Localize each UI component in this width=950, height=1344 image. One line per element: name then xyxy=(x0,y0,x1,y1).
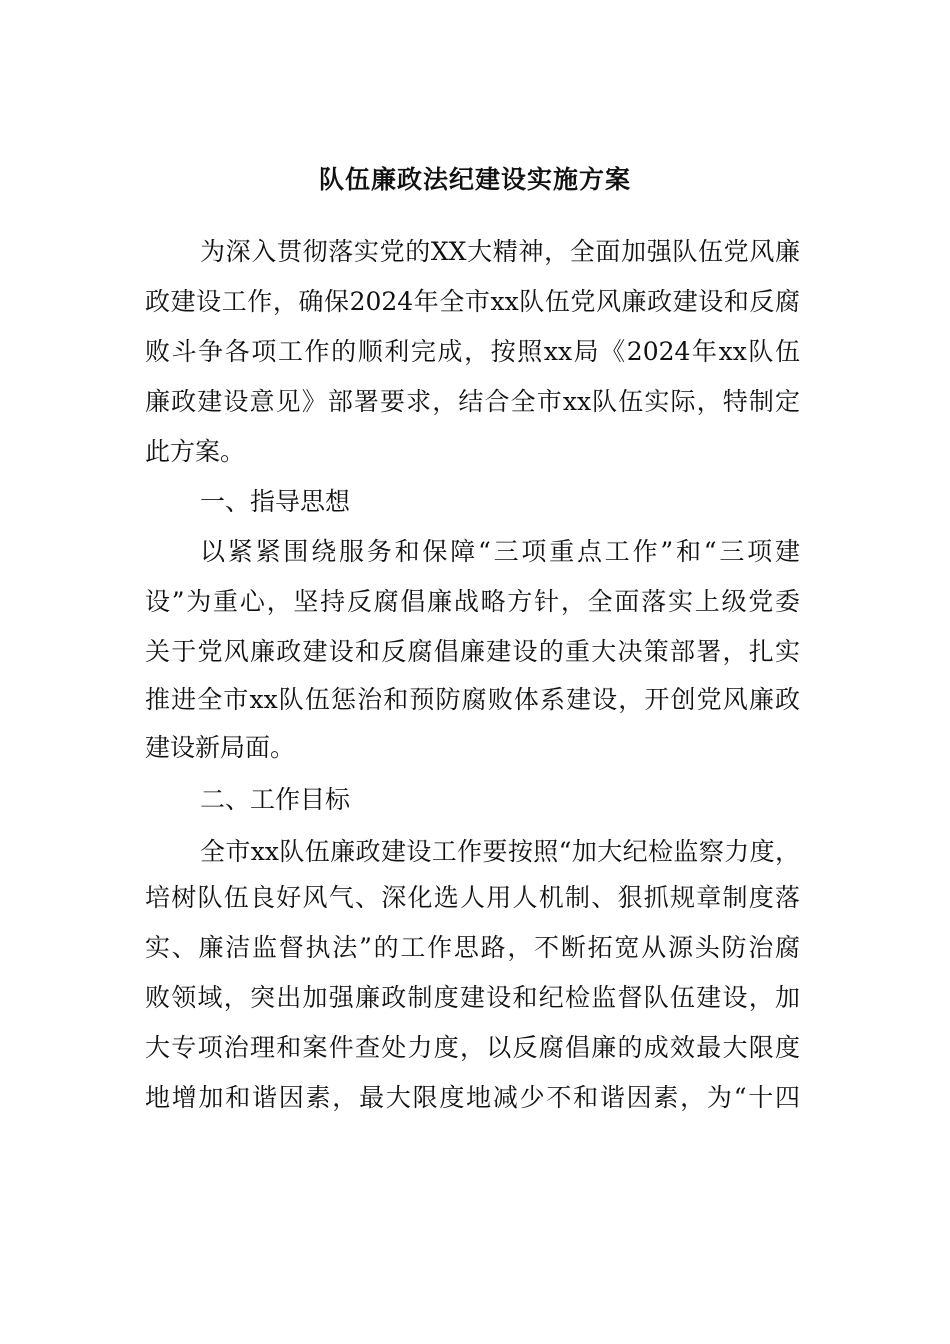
paragraph-line: 实、廉洁监督执法”的工作思路，不断拓宽从源头防治腐 xyxy=(145,933,800,962)
paragraph-line: 关于党风廉政建设和反腐倡廉建设的重大决策部署，扎实 xyxy=(145,637,800,666)
paragraph-line: 败斗争各项工作的顺利完成，按照xx局《2024年xx队伍 xyxy=(145,337,800,366)
paragraph-line: 设”为重心，坚持反腐倡廉战略方针，全面落实上级党委 xyxy=(145,587,800,616)
paragraph-line: 地增加和谐因素，最大限度地减少不和谐因素，为“十四 xyxy=(145,1083,800,1112)
paragraph-line: 此方案。 xyxy=(145,437,246,466)
paragraph-line: 败领域，突出加强廉政制度建设和纪检监督队伍建设，加 xyxy=(145,983,800,1012)
paragraph-line: 推进全市xx队伍惩治和预防腐败体系建设，开创党风廉政 xyxy=(145,685,800,714)
section-heading: 一、指导思想 xyxy=(200,487,351,516)
document-title: 队伍廉政法纪建设实施方案 xyxy=(318,165,631,194)
paragraph-line: 培树队伍良好风气、深化选人用人机制、狠抓规章制度落 xyxy=(145,883,800,912)
paragraph-line: 以紧紧围绕服务和保障“三项重点工作”和“三项建 xyxy=(200,537,800,566)
section-heading: 二、工作目标 xyxy=(200,785,351,814)
paragraph-line: 全市xx队伍廉政建设工作要按照“加大纪检监察力度， xyxy=(200,837,800,866)
paragraph-line: 建设新局面。 xyxy=(145,733,296,762)
paragraph-line: 政建设工作，确保2024年全市xx队伍党风廉政建设和反腐 xyxy=(145,287,800,316)
paragraph-line: 廉政建设意见》部署要求，结合全市xx队伍实际，特制定 xyxy=(145,387,800,416)
paragraph-line: 大专项治理和案件查处力度，以反腐倡廉的成效最大限度 xyxy=(145,1033,800,1062)
paragraph-line: 为深入贯彻落实党的XX大精神，全面加强队伍党风廉 xyxy=(200,237,800,266)
